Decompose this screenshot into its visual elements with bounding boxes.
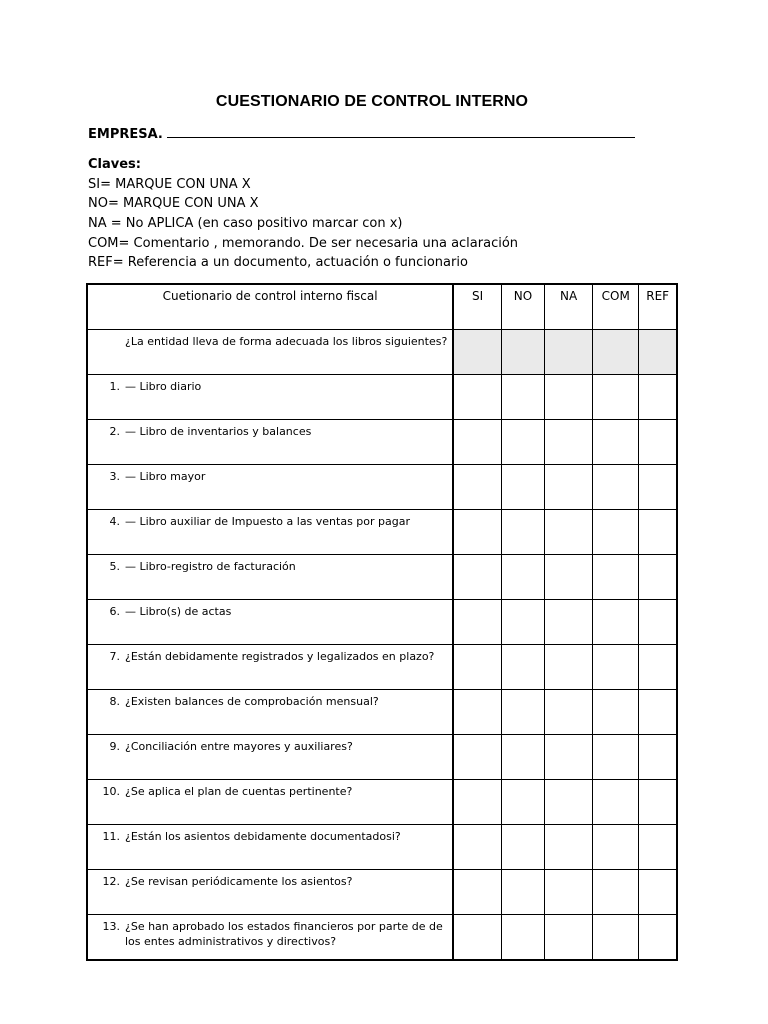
question-cell bbox=[87, 915, 453, 961]
question-text: ¿Se revisan periódicamente los asientos? bbox=[125, 875, 353, 888]
answer-cell-com[interactable] bbox=[593, 465, 639, 510]
table-header-row bbox=[87, 284, 677, 330]
question-content bbox=[88, 784, 448, 799]
answer-cell-si[interactable] bbox=[453, 735, 501, 780]
question-cell bbox=[87, 870, 453, 915]
question-text: ¿Están debidamente registrados y legalizados en plazo? bbox=[125, 650, 435, 663]
question-content bbox=[88, 604, 448, 619]
answer-cell-ref[interactable] bbox=[639, 690, 677, 735]
answer-cell-ref[interactable] bbox=[639, 645, 677, 690]
answer-cell-com[interactable] bbox=[593, 870, 639, 915]
question-number: 12. bbox=[102, 875, 120, 888]
answer-cell-no[interactable] bbox=[501, 735, 544, 780]
question-cell bbox=[87, 420, 453, 465]
table-row bbox=[87, 600, 677, 645]
header-na: NA bbox=[545, 284, 593, 330]
question-number: 4. bbox=[109, 515, 120, 528]
answer-cell-no[interactable] bbox=[501, 375, 544, 420]
table-row bbox=[87, 375, 677, 420]
question-content bbox=[88, 694, 448, 709]
question-number: 2. bbox=[109, 425, 120, 438]
answer-cell-si[interactable] bbox=[453, 645, 501, 690]
answer-cell-no[interactable] bbox=[501, 825, 544, 870]
answer-cell-no[interactable] bbox=[501, 645, 544, 690]
question-content bbox=[88, 829, 448, 844]
answer-cell-si[interactable] bbox=[453, 690, 501, 735]
answer-cell-na[interactable] bbox=[545, 420, 593, 465]
answer-cell-na[interactable] bbox=[545, 735, 593, 780]
question-text: — Libro(s) de actas bbox=[125, 605, 232, 618]
intro-si-cell bbox=[453, 330, 501, 375]
answer-cell-no[interactable] bbox=[501, 600, 544, 645]
clave-no: NO= MARQUE CON UNA X bbox=[88, 196, 259, 211]
answer-cell-na[interactable] bbox=[545, 825, 593, 870]
answer-cell-ref[interactable] bbox=[639, 555, 677, 600]
answer-cell-si[interactable] bbox=[453, 780, 501, 825]
intro-question-cell bbox=[87, 330, 453, 375]
answer-cell-si[interactable] bbox=[453, 420, 501, 465]
table-row bbox=[87, 510, 677, 555]
answer-cell-na[interactable] bbox=[545, 780, 593, 825]
question-text: ¿Se han aprobado los estados financieros por parte de de los entes administrativos y directivos? bbox=[125, 920, 443, 948]
question-content bbox=[88, 514, 448, 529]
answer-cell-na[interactable] bbox=[545, 600, 593, 645]
answer-cell-no[interactable] bbox=[501, 420, 544, 465]
answer-cell-com[interactable] bbox=[593, 510, 639, 555]
answer-cell-no[interactable] bbox=[501, 555, 544, 600]
answer-cell-no[interactable] bbox=[501, 690, 544, 735]
answer-cell-na[interactable] bbox=[545, 465, 593, 510]
question-text: — Libro auxiliar de Impuesto a las ventas por pagar bbox=[125, 515, 411, 528]
answer-cell-si[interactable] bbox=[453, 375, 501, 420]
question-text: — Libro de inventarios y balances bbox=[125, 425, 312, 438]
question-number: 7. bbox=[109, 650, 120, 663]
question-number: 6. bbox=[109, 605, 120, 618]
question-content bbox=[88, 919, 448, 949]
answer-cell-no[interactable] bbox=[501, 780, 544, 825]
intro-na-cell bbox=[545, 330, 593, 375]
question-cell bbox=[87, 510, 453, 555]
intro-row bbox=[87, 330, 677, 375]
question-cell bbox=[87, 735, 453, 780]
answer-cell-com[interactable] bbox=[593, 690, 639, 735]
clave-ref: REF= Referencia a un documento, actuación o funcionario bbox=[88, 255, 468, 270]
answer-cell-na[interactable] bbox=[545, 645, 593, 690]
claves-heading: Claves: bbox=[88, 157, 141, 172]
answer-cell-com[interactable] bbox=[593, 600, 639, 645]
answer-cell-no[interactable] bbox=[501, 510, 544, 555]
question-content bbox=[88, 649, 448, 664]
answer-cell-com[interactable] bbox=[593, 645, 639, 690]
question-cell bbox=[87, 555, 453, 600]
answer-cell-ref[interactable] bbox=[639, 510, 677, 555]
table-row bbox=[87, 690, 677, 735]
question-cell bbox=[87, 825, 453, 870]
empresa-label: EMPRESA. bbox=[88, 127, 163, 142]
answer-cell-no[interactable] bbox=[501, 915, 544, 961]
answer-cell-na[interactable] bbox=[545, 870, 593, 915]
answer-cell-no[interactable] bbox=[501, 870, 544, 915]
question-number: 8. bbox=[109, 695, 120, 708]
question-cell bbox=[87, 600, 453, 645]
question-number: 1. bbox=[109, 380, 120, 393]
answer-cell-si[interactable] bbox=[453, 555, 501, 600]
question-number: 13. bbox=[102, 920, 120, 933]
table-row bbox=[87, 555, 677, 600]
question-number: 5. bbox=[109, 560, 120, 573]
question-number: 11. bbox=[102, 830, 120, 843]
question-text: ¿Están los asientos debidamente documentadosi? bbox=[125, 830, 401, 843]
question-number: 3. bbox=[109, 470, 120, 483]
document-title: CUESTIONARIO DE CONTROL INTERNO bbox=[215, 93, 529, 110]
header-com: COM bbox=[593, 284, 639, 330]
answer-cell-ref[interactable] bbox=[639, 600, 677, 645]
clave-com: COM= Comentario , memorando. De ser necesaria una aclaración bbox=[88, 236, 519, 251]
answer-cell-si[interactable] bbox=[453, 825, 501, 870]
answer-cell-ref[interactable] bbox=[639, 915, 677, 961]
intro-ref-cell bbox=[639, 330, 677, 375]
answer-cell-ref[interactable] bbox=[639, 735, 677, 780]
table-row bbox=[87, 915, 677, 961]
answer-cell-na[interactable] bbox=[545, 915, 593, 961]
question-content bbox=[88, 469, 448, 484]
answer-cell-na[interactable] bbox=[545, 690, 593, 735]
question-number: 10. bbox=[102, 785, 120, 798]
answer-cell-com[interactable] bbox=[593, 555, 639, 600]
table-row bbox=[87, 420, 677, 465]
question-text: ¿Existen balances de comprobación mensual? bbox=[125, 695, 379, 708]
question-content bbox=[88, 424, 448, 439]
header-questionnaire: Cuetionario de control interno fiscal bbox=[87, 284, 453, 330]
answer-cell-na[interactable] bbox=[545, 510, 593, 555]
answer-cell-si[interactable] bbox=[453, 915, 501, 961]
question-content bbox=[88, 559, 448, 574]
intro-question-text: ¿La entidad lleva de forma adecuada los libros siguientes? bbox=[125, 335, 448, 348]
question-cell bbox=[87, 465, 453, 510]
empresa-field bbox=[88, 125, 635, 142]
question-content bbox=[88, 379, 448, 394]
answer-cell-si[interactable] bbox=[453, 510, 501, 555]
answer-cell-no[interactable] bbox=[501, 465, 544, 510]
header-no: NO bbox=[501, 284, 544, 330]
table-row bbox=[87, 465, 677, 510]
answer-cell-ref[interactable] bbox=[639, 780, 677, 825]
question-text: ¿Se aplica el plan de cuentas pertinente? bbox=[125, 785, 353, 798]
answer-cell-ref[interactable] bbox=[639, 420, 677, 465]
table-row bbox=[87, 825, 677, 870]
answer-cell-com[interactable] bbox=[593, 915, 639, 961]
question-cell bbox=[87, 375, 453, 420]
clave-si: SI= MARQUE CON UNA X bbox=[88, 177, 251, 192]
intro-no-cell bbox=[501, 330, 544, 375]
answer-cell-si[interactable] bbox=[453, 465, 501, 510]
table-row bbox=[87, 735, 677, 780]
question-text: — Libro diario bbox=[125, 380, 202, 393]
question-text: ¿Conciliación entre mayores y auxiliares? bbox=[125, 740, 353, 753]
question-cell bbox=[87, 690, 453, 735]
intro-com-cell bbox=[593, 330, 639, 375]
answer-cell-ref[interactable] bbox=[639, 825, 677, 870]
question-content bbox=[88, 739, 448, 754]
table-row bbox=[87, 870, 677, 915]
answer-cell-com[interactable] bbox=[593, 375, 639, 420]
table-row bbox=[87, 645, 677, 690]
empresa-blank-line bbox=[167, 125, 635, 138]
answer-cell-com[interactable] bbox=[593, 735, 639, 780]
answer-cell-com[interactable] bbox=[593, 420, 639, 465]
question-content bbox=[88, 874, 448, 889]
answer-cell-ref[interactable] bbox=[639, 375, 677, 420]
clave-na: NA = No APLICA (en caso positivo marcar con x) bbox=[88, 216, 403, 231]
answer-cell-ref[interactable] bbox=[639, 870, 677, 915]
table-row bbox=[87, 780, 677, 825]
header-si: SI bbox=[453, 284, 501, 330]
answer-cell-na[interactable] bbox=[545, 375, 593, 420]
question-number: 9. bbox=[109, 740, 120, 753]
question-cell bbox=[87, 645, 453, 690]
answer-cell-na[interactable] bbox=[545, 555, 593, 600]
answer-cell-si[interactable] bbox=[453, 870, 501, 915]
answer-cell-com[interactable] bbox=[593, 780, 639, 825]
question-cell bbox=[87, 780, 453, 825]
answer-cell-com[interactable] bbox=[593, 825, 639, 870]
question-text: — Libro-registro de facturación bbox=[125, 560, 296, 573]
question-text: — Libro mayor bbox=[125, 470, 206, 483]
header-ref: REF bbox=[639, 284, 677, 330]
questionnaire-table bbox=[86, 283, 678, 961]
answer-cell-ref[interactable] bbox=[639, 465, 677, 510]
answer-cell-si[interactable] bbox=[453, 600, 501, 645]
